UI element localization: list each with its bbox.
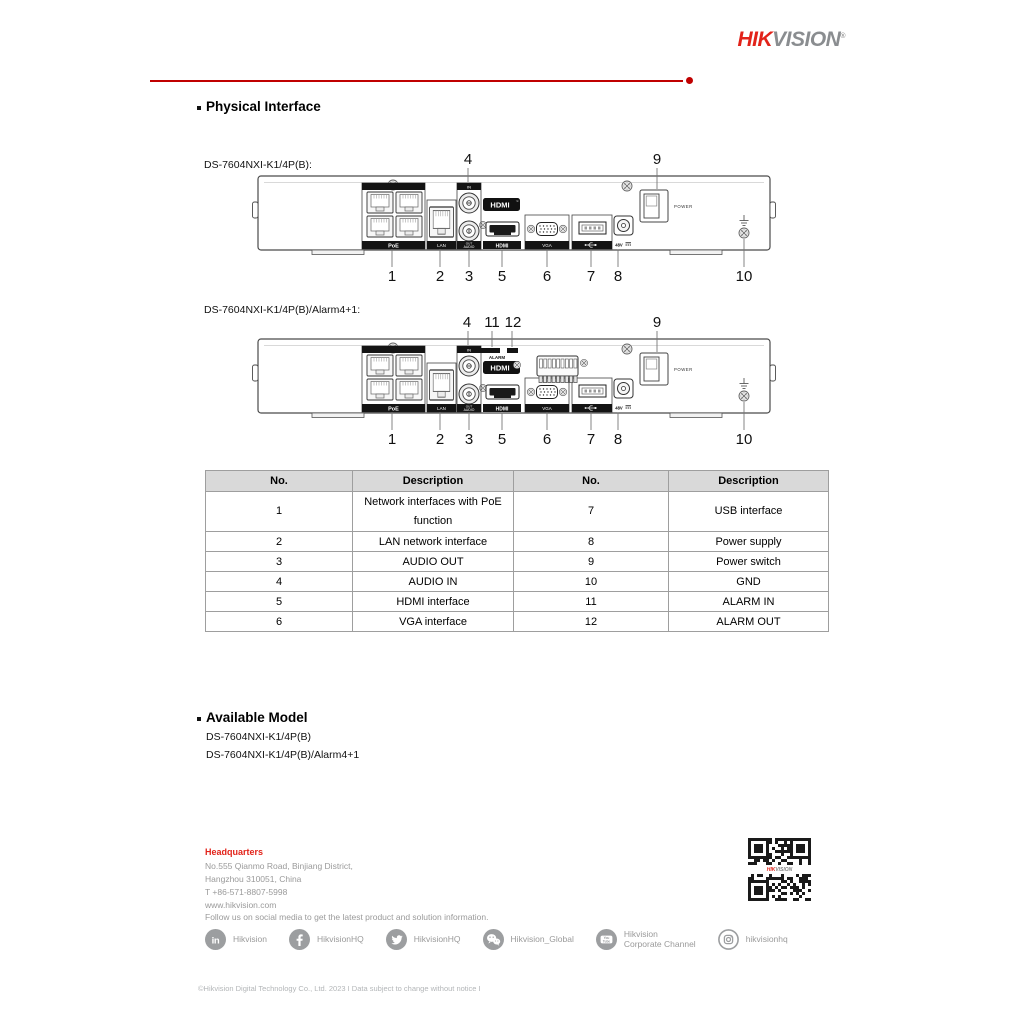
header-rule bbox=[150, 80, 683, 82]
instagram-icon[interactable] bbox=[718, 929, 739, 950]
cell: 6 bbox=[206, 612, 353, 632]
cell: 4 bbox=[206, 572, 353, 592]
svg-text:12: 12 bbox=[504, 314, 522, 331]
social-label[interactable]: Hikvision bbox=[233, 933, 268, 944]
cell: 1 bbox=[206, 492, 353, 532]
hikvision-logo bbox=[640, 28, 845, 52]
social-youtube[interactable] bbox=[596, 929, 696, 950]
available-model-2: DS-7604NXI-K1/4P(B)/Alarm4+1 bbox=[206, 749, 360, 761]
cell: ALARM IN bbox=[669, 592, 829, 612]
svg-text:You: You bbox=[603, 936, 610, 941]
cell: 10 bbox=[514, 572, 669, 592]
social-label[interactable]: Hikvision Corporate Channel bbox=[623, 929, 696, 949]
svg-text:Tube: Tube bbox=[602, 939, 611, 944]
social-twitter[interactable] bbox=[386, 929, 461, 950]
svg-text:9: 9 bbox=[652, 151, 662, 168]
col-header: No. bbox=[514, 471, 669, 492]
headquarters-title: Headquarters bbox=[205, 847, 264, 857]
social-label[interactable]: hikvisionhq bbox=[745, 933, 788, 944]
device-rear-panel-diagram-1 bbox=[250, 145, 780, 295]
headquarters-address bbox=[205, 860, 353, 912]
social-media-row bbox=[205, 929, 788, 950]
svg-text:4: 4 bbox=[462, 314, 472, 331]
cell: Power supply bbox=[669, 532, 829, 552]
device-rear-panel-diagram-2 bbox=[250, 308, 780, 460]
svg-text:4: 4 bbox=[463, 151, 473, 168]
copyright-text: ©Hikvision Digital Technology Co., Ltd. 2023 I Data subject to change without notice I bbox=[198, 984, 481, 993]
table-row bbox=[206, 532, 829, 552]
website-link[interactable]: www.hikvision.com bbox=[205, 900, 277, 910]
svg-text:11: 11 bbox=[484, 314, 500, 331]
address-line: No.555 Qianmo Road, Binjiang District, bbox=[205, 861, 353, 871]
cell: AUDIO OUT bbox=[353, 552, 514, 572]
table-row bbox=[206, 572, 829, 592]
social-instagram[interactable] bbox=[718, 929, 788, 950]
linkedin-icon[interactable] bbox=[205, 929, 226, 950]
section-bullet bbox=[197, 717, 201, 721]
twitter-icon[interactable] bbox=[386, 929, 407, 950]
cell: AUDIO IN bbox=[353, 572, 514, 592]
logo-hik: HIK bbox=[737, 28, 773, 51]
cell: Power switch bbox=[669, 552, 829, 572]
cell: VGA interface bbox=[353, 612, 514, 632]
cell: 2 bbox=[206, 532, 353, 552]
cell: LAN network interface bbox=[353, 532, 514, 552]
follow-us-text: Follow us on social media to get the latest product and solution information. bbox=[205, 912, 489, 922]
youtube-icon[interactable] bbox=[596, 929, 617, 950]
table-row bbox=[206, 592, 829, 612]
cell: GND bbox=[669, 572, 829, 592]
cell: 3 bbox=[206, 552, 353, 572]
header-rule-dot bbox=[686, 77, 693, 84]
col-header: No. bbox=[206, 471, 353, 492]
col-header: Description bbox=[669, 471, 829, 492]
cell: 9 bbox=[514, 552, 669, 572]
social-linkedin[interactable] bbox=[205, 929, 267, 950]
cell: 11 bbox=[514, 592, 669, 612]
col-header: Description bbox=[353, 471, 514, 492]
cell: HDMI interface bbox=[353, 592, 514, 612]
svg-text:ALARM: ALARM bbox=[488, 355, 506, 360]
available-model-title: Available Model bbox=[206, 710, 308, 725]
facebook-icon[interactable] bbox=[289, 929, 310, 950]
cell: USB interface bbox=[669, 492, 829, 532]
address-line: T +86-571-8807-5998 bbox=[205, 887, 288, 897]
available-model-1: DS-7604NXI-K1/4P(B) bbox=[206, 731, 312, 743]
diagram2-label: DS-7604NXI-K1/4P(B)/Alarm4+1: bbox=[204, 304, 361, 316]
interface-table bbox=[205, 470, 829, 632]
physical-interface-title: Physical Interface bbox=[206, 99, 321, 114]
social-wechat[interactable] bbox=[483, 929, 574, 950]
cell: 8 bbox=[514, 532, 669, 552]
cell: 5 bbox=[206, 592, 353, 612]
cell: Network interfaces with PoE function bbox=[353, 492, 514, 532]
svg-text:9: 9 bbox=[652, 314, 662, 331]
section-bullet bbox=[197, 106, 201, 110]
address-line: Hangzhou 310051, China bbox=[205, 874, 302, 884]
svg-text:HIKVISION: HIKVISION bbox=[766, 867, 793, 873]
qr-code bbox=[748, 838, 811, 906]
cell: ALARM OUT bbox=[669, 612, 829, 632]
table-row bbox=[206, 612, 829, 632]
wechat-icon[interactable] bbox=[483, 929, 504, 950]
diagram1-label: DS-7604NXI-K1/4P(B): bbox=[204, 159, 312, 171]
table-row bbox=[206, 552, 829, 572]
logo-vision: VISION bbox=[772, 28, 841, 51]
cell: 7 bbox=[514, 492, 669, 532]
social-label[interactable]: HikvisionHQ bbox=[317, 933, 364, 944]
cell: 12 bbox=[514, 612, 669, 632]
registered-mark: ® bbox=[840, 33, 845, 40]
social-label[interactable]: HikvisionHQ bbox=[413, 933, 461, 944]
svg-text:in: in bbox=[211, 935, 220, 947]
table-row bbox=[206, 492, 829, 532]
social-facebook[interactable] bbox=[289, 929, 364, 950]
social-label[interactable]: Hikvision_Global bbox=[510, 933, 574, 944]
table-header-row bbox=[206, 471, 829, 492]
